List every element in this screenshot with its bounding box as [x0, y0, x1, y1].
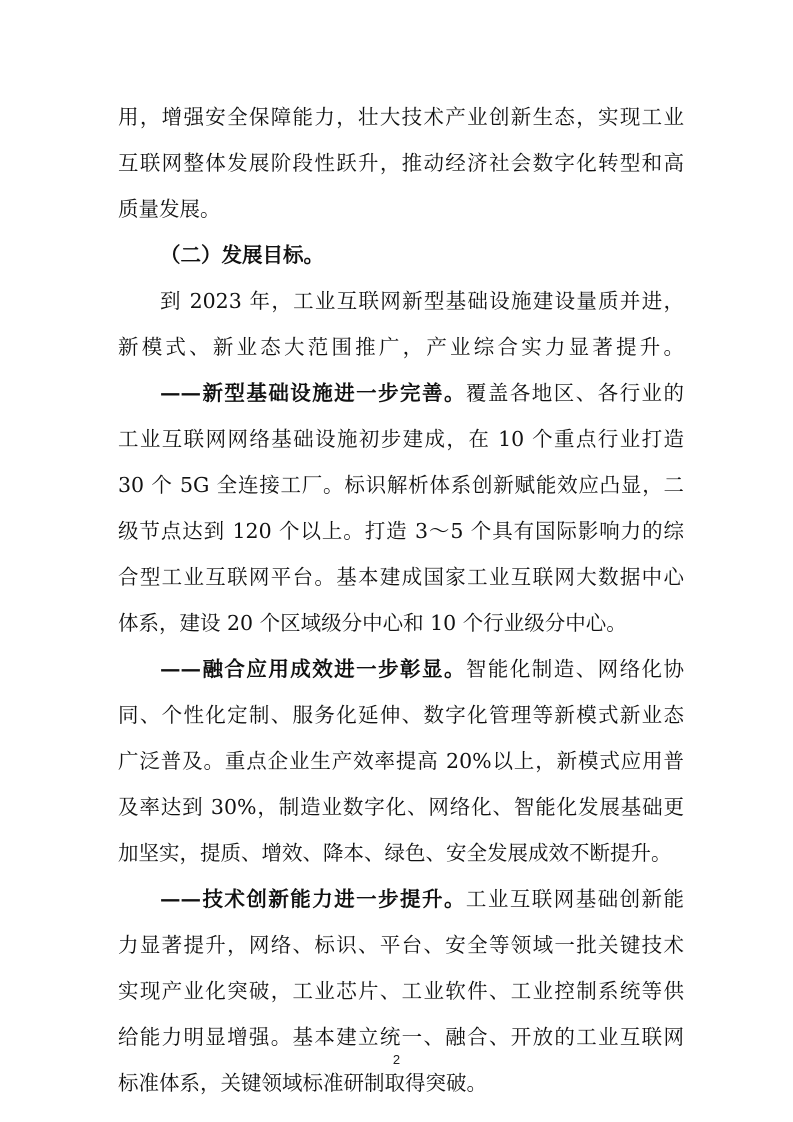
paragraph-line: 体系，建设 20 个区域级分中心和 10 个行业级分中心。: [118, 611, 627, 635]
paragraph-line: 实现产业化突破，工业芯片、工业软件、工业控制系统等供: [118, 979, 684, 1003]
paragraph-line: 力显著提升，网络、标识、平台、安全等领域一批关键技术: [118, 933, 684, 957]
paragraph-line: 及率达到 30%，制造业数字化、网络化、智能化发展基础更: [118, 795, 684, 819]
paragraph-line: 用，增强安全保障能力，壮大技术产业创新生态，实现工业: [118, 105, 684, 129]
paragraph-line: [118, 370, 684, 416]
paragraph-line: 级节点达到 120 个以上。打造 3～5 个具有国际影响力的综: [118, 519, 684, 543]
paragraph-line: 新模式、新业态大范围推广，产业综合实力显著提升。: [118, 335, 684, 359]
goal-item-innovation: [118, 876, 684, 1106]
goal-item-title: ——新型基础设施进一步完善。: [160, 381, 466, 405]
document-body: [118, 94, 684, 1106]
paragraph-line: [118, 646, 684, 692]
paragraph-line: 给能力明显增强。基本建立统一、融合、开放的工业互联网: [118, 1025, 684, 1049]
paragraph-line: 加坚实，提质、增效、降本、绿色、安全发展成效不断提升。: [118, 841, 672, 865]
goal-item-application: [118, 646, 684, 876]
goal-item-infrastructure: [118, 370, 684, 646]
section-heading: （二）发展目标。: [160, 243, 324, 267]
paragraph-line: 合型工业互联网平台。基本建成国家工业互联网大数据中心: [118, 565, 684, 589]
intro-paragraph: [118, 94, 684, 232]
goal-paragraph: [118, 278, 684, 370]
goal-item-title: ——技术创新能力进一步提升。: [160, 887, 466, 911]
goal-item-text: 工业互联网基础创新能: [465, 887, 685, 911]
paragraph-line: 质量发展。: [118, 197, 221, 221]
paragraph-line: [118, 876, 684, 922]
paragraph-line: 工业互联网网络基础设施初步建成，在 10 个重点行业打造: [118, 427, 684, 451]
paragraph-line: 同、个性化定制、服务化延伸、数字化管理等新模式新业态: [118, 703, 684, 727]
paragraph-line: 广泛普及。重点企业生产效率提高 20%以上，新模式应用普: [118, 749, 684, 773]
paragraph-line: 到 2023 年，工业互联网新型基础设施建设量质并进，: [160, 289, 684, 313]
paragraph-line: 标准体系，关键领域标准研制取得突破。: [118, 1071, 487, 1095]
goal-item-title: ——融合应用成效进一步彰显。: [160, 657, 466, 681]
goal-item-text: 覆盖各地区、各行业的: [465, 381, 685, 405]
paragraph-line: 30 个 5G 全连接工厂。标识解析体系创新赋能效应凸显，二: [118, 473, 684, 497]
paragraph-line: 互联网整体发展阶段性跃升，推动经济社会数字化转型和高: [118, 151, 684, 175]
page-number: 2: [392, 1052, 401, 1067]
goal-item-text: 智能化制造、网络化协: [465, 657, 685, 681]
